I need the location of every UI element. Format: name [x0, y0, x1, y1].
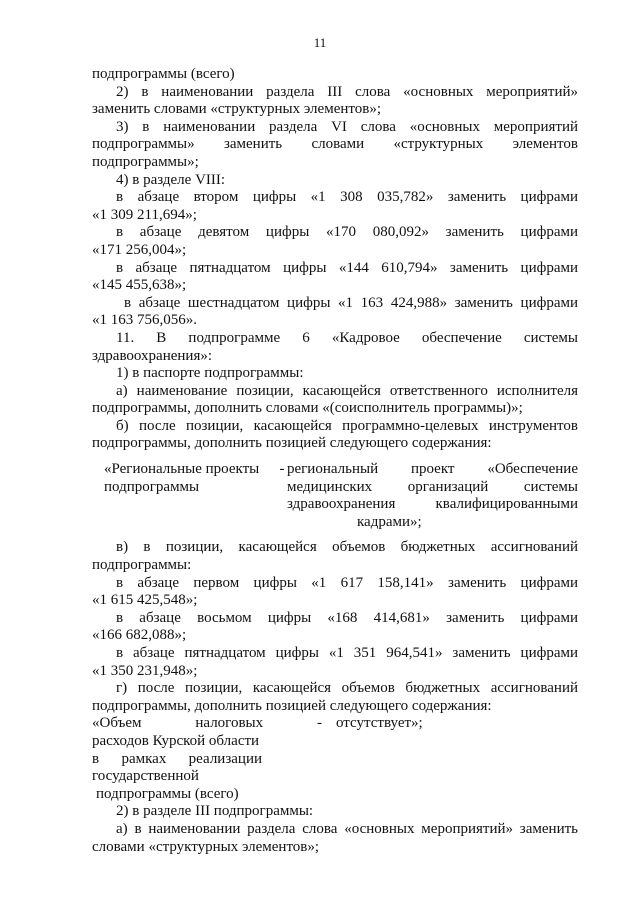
text-line: «1 309 211,694»; — [92, 206, 197, 223]
text-line: в абзаце пятнадцатом цифры «144 610,794» заменить цифрами — [116, 259, 578, 276]
text-line: подпрограммы, дополнить позицией следующего содержания: — [92, 697, 492, 714]
position-name: в рамках реализации — [92, 750, 262, 767]
text-line: в абзаце втором цифры «1 308 035,782» заменить цифрами — [116, 189, 578, 206]
document-body — [92, 66, 578, 856]
text-line: 1) в паспорте подпрограммы: — [116, 365, 304, 382]
text-line: «145 455,638»; — [92, 277, 187, 294]
text-line: а) в наименовании раздела слова «основных мероприятий» заменить — [116, 820, 578, 837]
position-name: «Региональные проекты — [104, 461, 260, 478]
position-value: региональный проект «Обеспечение — [287, 461, 578, 478]
position-value: кадрами»; — [357, 513, 422, 530]
position-name: подпрограммы — [104, 478, 200, 495]
text-line: в абзаце пятнадцатом цифры «1 351 964,541» заменить цифрами — [116, 645, 578, 661]
text-line: подпрограммы, дополнить словами «(соисполнитель программы)»; — [92, 400, 523, 417]
text-line: подпрограммы (всего) — [92, 66, 235, 82]
position-value: здравоохранения квалифицированными — [287, 496, 578, 513]
text-line: 2) в разделе III подпрограммы: — [116, 803, 314, 820]
text-line: «166 682,088»; — [92, 627, 187, 644]
position-name: подпрограммы (всего) — [96, 785, 239, 802]
position-value: отсутствует»; — [336, 715, 423, 732]
text-line: 2) в наименовании раздела III слова «основных мероприятий» — [116, 83, 578, 100]
text-line: подпрограммы»; — [92, 153, 199, 170]
text-line: «1 163 756,056». — [92, 312, 197, 329]
text-line: г) после позиции, касающейся объемов бюджетных ассигнований — [116, 680, 578, 697]
text-line: в абзаце девятом цифры «170 080,092» заменить цифрами — [116, 224, 578, 241]
text-line: б) после позиции, касающейся программно-целевых инструментов — [116, 417, 578, 434]
text-line: «1 615 425,548»; — [92, 592, 198, 609]
position-dash: - — [279, 461, 285, 478]
text-line: в) в позиции, касающейся объемов бюджетных ассигнований — [116, 539, 578, 556]
text-line: в абзаце восьмом цифры «168 414,681» заменить цифрами — [116, 609, 578, 626]
text-line: «1 350 231,948»; — [92, 662, 198, 679]
text-line: подпрограммы» заменить словами «структурных элементов — [92, 136, 578, 153]
text-line: заменить словами «структурных элементов»; — [92, 101, 381, 118]
inserted-position-regional-projects — [92, 461, 578, 531]
position-name: государственной — [92, 768, 199, 785]
text-line: здравоохранения»: — [92, 347, 213, 364]
text-line: а) наименование позиции, касающейся ответственного исполнителя — [116, 382, 578, 399]
section-heading-line: 11. В подпрограмме 6 «Кадровое обеспечение системы — [116, 329, 578, 346]
text-line: 4) в разделе VIII: — [116, 171, 226, 188]
text-line: в абзаце первом цифры «1 617 158,141» заменить цифрами — [116, 574, 578, 591]
position-name: расходов Курской области — [92, 732, 260, 749]
inserted-position-tax-expenditures — [92, 715, 578, 733]
text-line: подпрограммы, дополнить позицией следующего содержания: — [92, 435, 492, 452]
page-number: 11 — [313, 35, 327, 50]
text-line: 3) в наименовании раздела VI слова «основных мероприятий — [116, 118, 578, 135]
position-name: «Объем налоговых - — [92, 715, 322, 732]
text-line: подпрограммы: — [92, 557, 192, 574]
text-line: «171 256,004»; — [92, 241, 187, 258]
text-line: словами «структурных элементов»; — [92, 838, 320, 855]
position-value: медицинских организаций системы — [287, 478, 578, 495]
text-line: в абзаце шестнадцатом цифры «1 163 424,988» заменить цифрами — [124, 294, 578, 311]
